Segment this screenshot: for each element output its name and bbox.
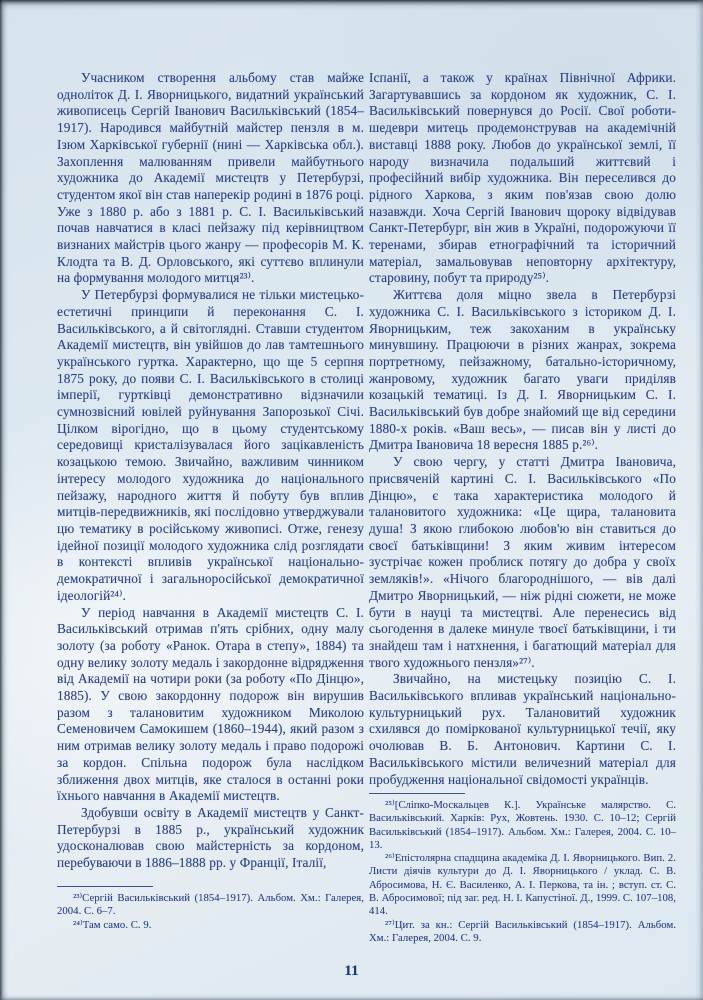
right-text-column — [369, 70, 676, 788]
body-paragraph: Звичайно, на мистецьку позицію С. І. Васильківського впливав український національно-культурницький рух. Талановитий художник схилявся до поміркованої культурницької течії, яку очолював В. Б. Антонович. Картини С. І. Васильківського містили величезний матеріал для пробудження національної свідомості українців. — [369, 671, 676, 787]
scan-edge-left — [0, 0, 9, 1000]
page-number: 11 — [344, 963, 359, 979]
footnote-separator-rule — [57, 886, 153, 887]
right-footnotes — [369, 793, 676, 945]
body-paragraph: У Петербурзі формувалися не тільки мистецько-естетичні принципи й переконання С. І. Васильківського, а й світоглядні. Ставши студентом Академії мистецтв, він увійшов до лав тамтешнього українського гуртка. Характерно, що ще 5 серпня 1875 року, до появи С. І. Васильківського в столиці імперії, гуртківці демонстративно відзначили сумнозвісний ювілей руйнування Запорозької Січі. Цілком вірогідно, що в цьому студентському середовищі кристалізувалася його зацікавленість козацькою темою. Звичайно, важливим чинником інтересу молодого художника до національного пейзажу, народного життя й побуту був вплив митців-передвижників, які послідовно утверджували цю тематику в російському живописі. Отже, генезу ідейної позиції молодого художника слід розглядати в контексті впливів української національно-демократичної і загальноросійської демократичної ідеологій²⁴⁾. — [57, 287, 364, 603]
footnote: ²⁵⁾[Сліпко-Москальцев К.]. Українське малярство. С. Васильківський. Харків: Рух, Жовтень. 1930. С. 10–12; Сергій Васильківський (1854–1917). Альбом. Хм.: Галерея, 2004. С. 10–13. — [369, 799, 676, 851]
right-footnote-list — [369, 799, 676, 945]
scan-edge-top — [0, 0, 703, 10]
body-paragraph: Іспанії, а також у країнах Північної Африки. Загартувавшись за кордоном як художник, С. І. Васильківський повернувся до Росії. Свої роботи-шедеври митець продемонстрував на академічній виставці 1888 року. Любов до української землі, її народу визначила подальший життєвий і професійний вибір художника. Він переселився до рідного Харкова, з яким пов'язав свою долю назавжди. Хоча Сергій Іванович щороку відвідував Санкт-Петербург, він жив в Україні, подорожуючи її теренами, збирав етнографічний та історичний матеріал, замальовував неповторну архітектуру, старовину, побут та природу²⁵⁾. — [369, 70, 676, 286]
footnote: ²³⁾Сергій Васильківський (1854–1917). Альбом. Хм.: Галерея, 2004. С. 6–7. — [57, 892, 364, 918]
footnote: ²⁶⁾Епістолярна спадщина академіка Д. І. Яворницького. Вип. 2. Листи діячів культури до Д. І. Яворницького / уклад. С. В. Абросимова, Н. Є. Василенко, А. І. Перкова, та ін. ; вступ. ст. С. В. Абросимової; під заг. ред. Н. І. Капустіної. Д., 1999. С. 107–108, 414. — [369, 852, 676, 918]
footnote: ²⁷⁾Цит. за кн.: Сергій Васильківський (1854–1917). Альбом. Хм.: Галерея, 2004. С. 9. — [369, 918, 676, 944]
body-paragraph: Здобувши освіту в Академії мистецтв у Санкт-Петербурзі в 1885 р., український художник удосконалював свою майстерність за кордоном, перебуваючи в 1886–1888 рр. у Франції, Італії, — [57, 804, 364, 871]
footnote: ²⁴⁾Там само. С. 9. — [73, 918, 152, 931]
body-paragraph: У свою чергу, у статті Дмитра Івановича, присвяченій картині С. І. Васильківського «По Дінцю», є така характеристика молодого й талановитого художника: «Це щира, талановита душа! З якою глибокою любов'ю він ставиться до своєї батьківщини! З яким живим інтересом зустрічає кожен проблиск потягу до добра у своїх земляків!». «Нічого благороднішого, — вів далі Дмитро Яворницький, — ніж рідні сюжети, не може бути в науці та мистецтві. Але перенесись від сьогодення в далеке минуле твоєї батьківщини, і ти знайдеш там і натхнення, і багатющий матеріал для твого художнього пензля»²⁷⁾. — [369, 454, 676, 670]
left-footnote-list — [57, 892, 364, 932]
left-text-column — [57, 70, 364, 872]
body-paragraph: Життєва доля міцно звела в Петербурзі художника С. І. Васильківського з істориком Д. І. Яворницьким, теж закоханим в українську минувшину. Працюючи в різних жанрах, зокрема портретному, пейзажному, батально-історичному, жанровому, художник багато уваги приділяв козацькій тематиці. Із Д. І. Яворницьким С. І. Васильківський був добре знайомий ще від середини 1880-х років. «Ваш весь», — писав він у листі до Дмитра Івановича 18 вересня 1885 р.²⁶⁾. — [369, 287, 676, 453]
left-footnotes — [57, 886, 364, 932]
footnote-separator-rule — [369, 793, 465, 794]
body-paragraph: Учасником створення альбому став майже одноліток Д. І. Яворницького, видатний український живописець Сергій Іванович Васильківський (1854–1917). Народився майбутній майстер пензля в м. Ізюм Харківської губернії (нині — Харківська обл.). Захоплення малюванням привели майбутнього художника до Академії мистецтв у Петербурзі, студентом якої він став наперекір родині в 1876 році. Уже з 1880 р. або з 1881 р. С. І. Васильківський почав навчатися в класі пейзажу під керівництвом визнаних майстрів цього жанру — професорів М. К. Клодта та В. Д. Орловського, які суттєво вплинули на формування молодого митця²³⁾. — [57, 70, 364, 286]
scan-edge-bottom — [0, 994, 703, 1000]
scan-edge-right — [695, 0, 703, 1000]
body-paragraph: У період навчання в Академії мистецтв С. І. Васильківський отримав п'ять срібних, одну малу золоту (за роботу «Ранок. Отара в степу», 1884) та одну велику золоту медаль і закордонне відрядження від Академії на чотири роки (за роботу «По Дінцю», 1885). У свою закордонну подорож він вирушив разом з талановитим художником Миколою Семеновичем Самокишем (1860–1944), який разом з ним отримав велику золоту медаль і право подорожі за кордон. Спільна подорож була наслідком зближення двох митців, яке сталося в останні роки їхнього навчання в Академії мистецтв. — [57, 604, 364, 804]
